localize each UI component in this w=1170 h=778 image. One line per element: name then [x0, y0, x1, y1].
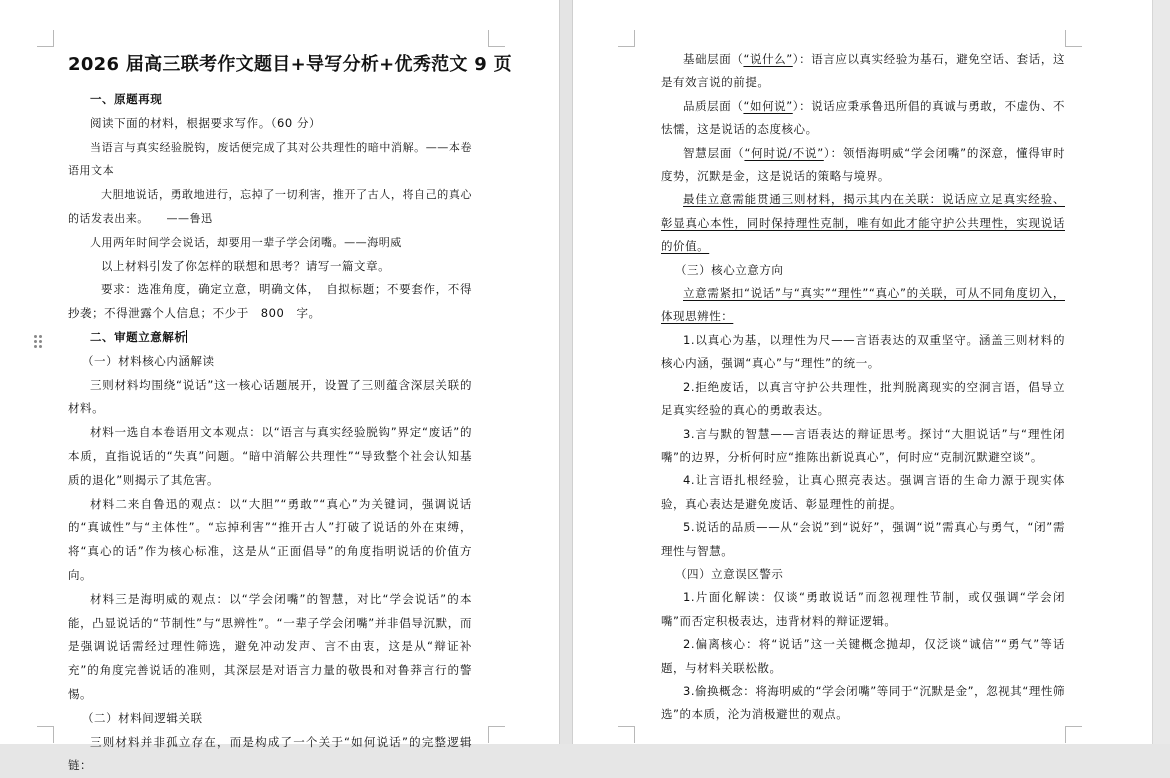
page-1-body[interactable]	[68, 88, 472, 778]
vertical-scrollbar-track[interactable]	[1152, 0, 1170, 744]
pitfall-item: 2.偏离核心：将“说话”这一关键概念抛却，仅泛谈“诚信”“勇气”等话题，与材料关联松散。	[661, 637, 1065, 675]
direction-item: 3.言与默的智慧——言语表达的辩证思考。探讨“大胆说话”与“理性闭嘴”的边界，分析何时应“推陈出新说真心”，何时应“克制沉默避空谈”。	[661, 426, 1065, 464]
margin-corner-mark	[488, 726, 505, 743]
margin-corner-mark	[618, 30, 635, 47]
section-heading-text: 二、审题立意解析	[90, 329, 187, 344]
paragraph: 三则材料并非孤立存在，而是构成了一个关于“如何说话”的完整逻辑链：	[68, 734, 472, 773]
paragraph: 要求：选准角度，确定立意，明确文体， 自拟标题；不要套作，不得抄袭；不得泄露个人信息；不少于 800 字。	[68, 282, 472, 321]
margin-corner-mark	[1065, 30, 1082, 47]
pitfall-item: 1.片面化解读：仅谈“勇敢说话”而忽视理性节制，或仅强调“学会闭嘴”而否定积极表达，违背材料的辩证逻辑。	[661, 590, 1065, 628]
layer-label: 智慧层面（	[683, 145, 745, 160]
margin-corner-mark	[1065, 726, 1082, 743]
paragraph: 材料二来自鲁迅的观点：以“大胆”“勇敢”“真心”为关键词，强调说话的“真诚性”与“主体性”。“忘掉利害”“推开古人”打破了说话的外在束缚，将“真心的话”作为核心标准，这是从“正面倡导”的角度指明说话的价值方向。	[68, 496, 472, 582]
underlined-term: “何时说/不说”	[744, 145, 824, 160]
direction-item: 5.说话的品质——从“会说”到“说好”，强调“说”需真心与勇气，“闭”需理性与智慧。	[661, 520, 1065, 558]
text-cursor	[186, 330, 187, 343]
layer-text: ）：说话应秉承鲁迅所倡的真诚与勇敢，不虚伪、不怯懦，这是说话的态度核心。	[661, 98, 1065, 137]
subsection-heading: （二）材料间逻辑关联	[82, 710, 203, 725]
best-idea-paragraph: 最佳立意需能贯通三则材料，揭示其内在关联：说话应立足真实经验、彰显真心本性，同时保持理性克制，唯有如此才能守护公共理性，实现说话的价值。	[661, 192, 1065, 254]
margin-corner-mark	[618, 726, 635, 743]
layer-paragraph	[661, 142, 1065, 189]
layer-label: 基础层面（	[683, 52, 744, 66]
margin-corner-mark	[488, 30, 505, 47]
margin-corner-mark	[37, 726, 54, 743]
page-gap	[559, 0, 573, 744]
underlined-term: “如何说”	[743, 98, 793, 113]
quote-paragraph: 人用两年时间学会说话，却要用一辈子学会闭嘴。——海明威	[90, 235, 402, 249]
document-page-1[interactable]	[0, 0, 559, 773]
paragraph: 三则材料均围绕“说话”这一核心话题展开，设置了三则蕴含深层关联的材料。	[68, 377, 472, 416]
paragraph: 阅读下面的材料，根据要求写作。（60 分）	[90, 115, 322, 130]
section-heading	[68, 326, 472, 350]
layer-text: ）：领悟海明威“学会闭嘴”的深意，懂得审时度势，沉默是金，这是说话的策略与境界。	[661, 145, 1065, 184]
document-page-2[interactable]	[573, 0, 1152, 744]
paragraph: 材料一选自本卷语用文本观点：以“语言与真实经验脱钩”界定“废话”的本质，直指说话的“失真”问题。“暗中消解公共理性”“导致整个社会认知基质的退化”则揭示了其危害。	[68, 425, 472, 487]
layer-label: 品质层面（	[683, 98, 744, 113]
subsection-heading: （三）核心立意方向	[675, 262, 784, 277]
subsection-heading: （一）材料核心内涵解读	[82, 353, 215, 368]
direction-item: 4.让言语扎根经验，让真心照亮表达。强调言语的生命力源于现实体验，真心表达是避免废话、彰显理性的前提。	[661, 473, 1065, 511]
direction-item: 1.以真心为基，以理性为尺——言语表达的双重坚守。涵盖三则材料的核心内涵，强调“真心”与“理性”的统一。	[661, 332, 1065, 371]
document-title: 2026 届高三联考作文题目+导写分析+优秀范文 9 页	[68, 54, 512, 75]
drag-handle-icon[interactable]	[34, 335, 42, 348]
layer-paragraph	[661, 48, 1065, 95]
margin-corner-mark	[37, 30, 54, 47]
section-heading: 一、原题再现	[90, 92, 163, 106]
paragraph: 以上材料引发了你怎样的联想和思考？请写一篇文章。	[101, 258, 391, 273]
layer-paragraph	[661, 95, 1065, 142]
pitfall-item: 3.偷换概念：将海明威的“学会闭嘴”等同于“沉默是金”，忽视其“理性筛选”的本质，沦为消极避世的观点。	[661, 683, 1066, 722]
page-2-body[interactable]	[661, 48, 1065, 727]
quote-paragraph: 大胆地说话，勇敢地进行，忘掉了一切利害，推开了古人，将自己的真心的话发表出来。 ——鲁迅	[68, 188, 472, 225]
section-intro-paragraph: 立意需紧扣“说话”与“真实”“理性”“真心”的关联，可从不同角度切入，体现思辨性：	[661, 286, 1065, 324]
layer-text: ）：语言应以真实经验为基石，避免空话、套话，这是有效言说的前提。	[661, 52, 1065, 90]
subsection-heading: （四）立意误区警示	[675, 566, 784, 581]
paragraph: 材料三是海明威的观点：以“学会闭嘴”的智慧，对比“学会说话”的本能，凸显说话的“节制性”与“思辨性”。“一辈子学会闭嘴”并非倡导沉默，而是强调说话需经过理性筛选，避免冲动发声、言不由衷，这是从“辩证补充”的角度完善说话的准则，其深层是对语言力量的敬畏和对鲁莽言行的警惕。	[68, 591, 472, 701]
quote-paragraph: 当语言与真实经验脱钩，废话便完成了其对公共理性的暗中消解。——本卷语用文本	[68, 140, 472, 178]
direction-item: 2.拒绝废话，以真言守护公共理性，批判脱离现实的空洞言语，倡导立足真实经验的真心的勇敢表达。	[661, 379, 1065, 418]
underlined-term: “说什么”	[743, 52, 793, 66]
